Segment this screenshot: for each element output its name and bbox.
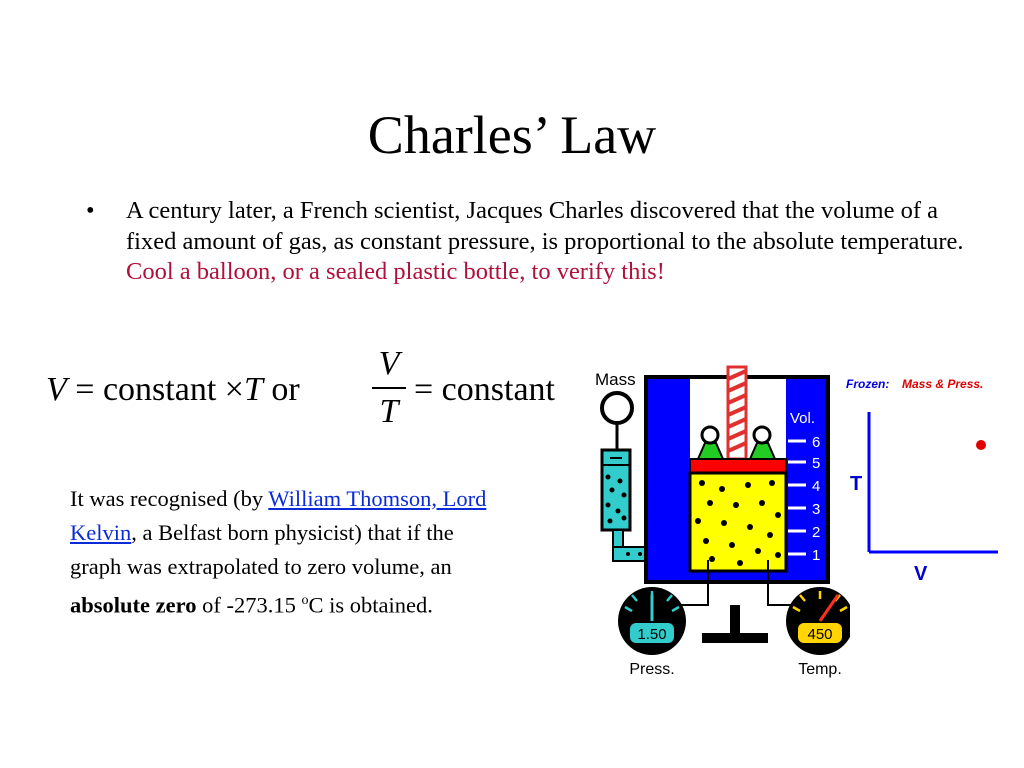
bullet-highlight: Cool a balloon, or a sealed plastic bottle, to verify this!	[126, 258, 665, 285]
frac-numerator: V	[378, 345, 400, 382]
pressure-value: 1.50	[637, 626, 667, 643]
vol-tick-1: 1	[812, 547, 821, 564]
eq-t: T	[243, 371, 263, 408]
temperature-gauge	[786, 587, 850, 655]
vol-tick-2: 2	[812, 524, 821, 541]
kelvin-post: C is obtained.	[308, 592, 433, 618]
temperature-value: 450	[807, 626, 833, 643]
kelvin-post-pre: of -273.15	[196, 592, 302, 618]
eq-constant-times: = constant ×	[66, 371, 244, 408]
kelvin-mid: , a Belfast born physicist) that if the graph was extrapolated to zero volume, an	[70, 520, 454, 579]
pressure-gauge	[618, 587, 686, 655]
kelvin-link[interactable]: William Thomson, Lord Kelvin	[70, 486, 487, 545]
vol-tick-4: 4	[812, 478, 821, 495]
slide-title: Charles’ Law	[367, 105, 657, 165]
frac-bar	[372, 387, 406, 389]
gas-apparatus-diagram	[580, 355, 850, 685]
mass-label: Mass	[595, 370, 636, 389]
eq-right: = constant	[414, 371, 555, 408]
eq-or: or	[262, 371, 300, 408]
charles-equation	[46, 344, 586, 440]
bullet-text: A century later, a French scientist, Jacques Charles discovered that the volume of a fixed amount of gas, as constant pressure, is proportional to the absolute temperature.	[126, 197, 964, 255]
frozen-items: Mass & Press.	[902, 377, 984, 391]
kelvin-paragraph	[70, 482, 500, 623]
vol-tick-3: 3	[812, 501, 821, 518]
gas-chamber	[690, 473, 786, 571]
vol-tick-5: 5	[812, 455, 821, 472]
stand-post	[730, 605, 740, 635]
graph-x-label: V	[914, 563, 928, 585]
t-v-graph	[840, 370, 1010, 590]
graph-y-label: T	[850, 473, 863, 495]
vol-label: Vol.	[790, 410, 816, 427]
absolute-zero-bold: absolute zero	[70, 592, 197, 618]
frozen-label: Frozen:	[846, 377, 890, 391]
piston-head	[690, 459, 786, 473]
bullet-paragraph	[86, 196, 966, 288]
bullet-text-block	[126, 196, 966, 288]
equation-left	[46, 368, 300, 412]
degree-sup: o	[301, 593, 309, 608]
mass-ring-icon	[602, 393, 632, 423]
eq-fraction	[372, 344, 406, 432]
kelvin-pre: It was recognised (by	[70, 486, 269, 511]
frac-denominator: T	[379, 393, 399, 430]
pressure-label: Press.	[629, 661, 675, 678]
bullet-marker: •	[86, 197, 95, 224]
temperature-label: Temp.	[798, 661, 842, 678]
eq-v: V	[46, 371, 67, 408]
graph-data-point	[976, 440, 986, 450]
vol-tick-6: 6	[812, 434, 821, 451]
